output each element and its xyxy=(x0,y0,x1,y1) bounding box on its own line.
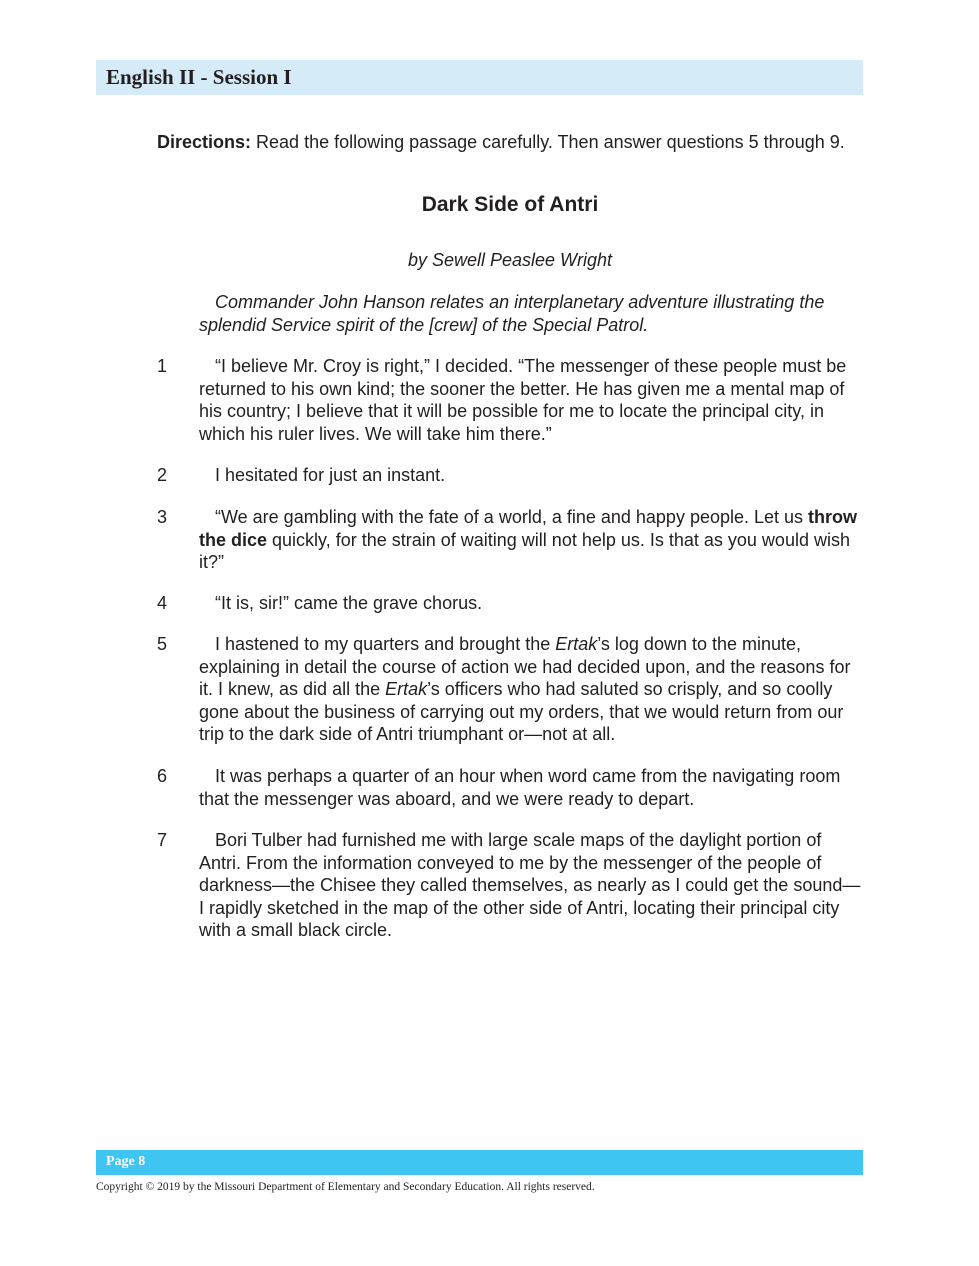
paragraph-number: 2 xyxy=(157,465,168,485)
paragraph-4 xyxy=(157,592,862,615)
paragraph-2 xyxy=(157,464,862,487)
paragraph-number: 1 xyxy=(157,356,168,376)
paragraph-number: 5 xyxy=(157,634,168,654)
vocab-phrase-throw-the-dice: throw the dice xyxy=(199,507,858,550)
paragraph-text-part: “We are gambling with the fate of a world, a fine and happy people. Let us xyxy=(215,507,809,527)
paragraph-text-part: quickly, for the strain of waiting will not help us. Is that as you would wish it?” xyxy=(199,529,850,573)
paragraph-number: 6 xyxy=(157,766,168,786)
paragraph-text: Bori Tulber had furnished me with large scale maps of the daylight portion of Antri. From the information conveyed to me by the messenger of the people of darkness—the Chisee they called themselves, as nearly as I could get the sound—I rapidly sketched in the map of the other side of Antri, locating their principal city with a small black circle. xyxy=(199,830,861,941)
paragraph-5 xyxy=(157,633,862,746)
page-number: Page 8 xyxy=(106,1154,146,1169)
paragraph-text: It was perhaps a quarter of an hour when word came from the navigating room that the messenger was aboard, and we were ready to depart. xyxy=(199,766,841,809)
paragraph-3 xyxy=(157,506,862,574)
paragraph-text: I hesitated for just an instant. xyxy=(215,465,446,485)
header-bar xyxy=(96,60,863,95)
paragraph-1 xyxy=(157,355,862,445)
paragraph-6 xyxy=(157,765,862,810)
paragraph-number: 4 xyxy=(157,593,168,613)
paragraph-text-part: ’s log down to the minute, explaining in detail the course of action we had decided upon, and the reasons for it. I knew, as did all the xyxy=(199,634,851,700)
passage-title: Dark Side of Antri xyxy=(421,193,599,216)
paragraph-7 xyxy=(157,829,862,942)
directions-label: Directions: xyxy=(157,132,252,152)
paragraph-text-part: ’s officers who had saluted so crisply, and so coolly gone about the business of carrying out my orders, that we would return from our trip to the dark side of Antri triumphant or—not at all. xyxy=(199,679,844,745)
paragraph-text-part: I hastened to my quarters and brought the xyxy=(215,634,556,654)
paragraph-text xyxy=(199,633,862,746)
paragraph-text xyxy=(199,506,862,574)
passage-intro: Commander John Hanson relates an interplanetary adventure illustrating the splendid Service spirit of the [crew] of the Special Patrol. xyxy=(199,292,825,335)
paragraph-number: 7 xyxy=(157,830,168,850)
passage-byline: by Sewell Peaslee Wright xyxy=(407,250,613,270)
directions xyxy=(157,131,857,154)
copyright-notice: Copyright © 2019 by the Missouri Department of Elementary and Secondary Education. All rights reserved. xyxy=(96,1181,595,1193)
footer-bar xyxy=(96,1150,863,1175)
directions-text: Read the following passage carefully. Then answer questions 5 through 9. xyxy=(251,132,845,152)
paragraph-text: “I believe Mr. Croy is right,” I decided. “The messenger of these people must be returned to his own kind; the sooner the better. He has given me a mental map of his country; I believe that it will be possible for me to locate the principal city, in which his ruler lives. We will take him there.” xyxy=(199,356,847,444)
paragraph-text: “It is, sir!” came the grave chorus. xyxy=(215,593,483,613)
session-title: English II - Session I xyxy=(106,65,292,89)
ship-name: Ertak xyxy=(385,679,428,700)
paragraph-number: 3 xyxy=(157,507,168,527)
ship-name: Ertak xyxy=(555,634,598,654)
